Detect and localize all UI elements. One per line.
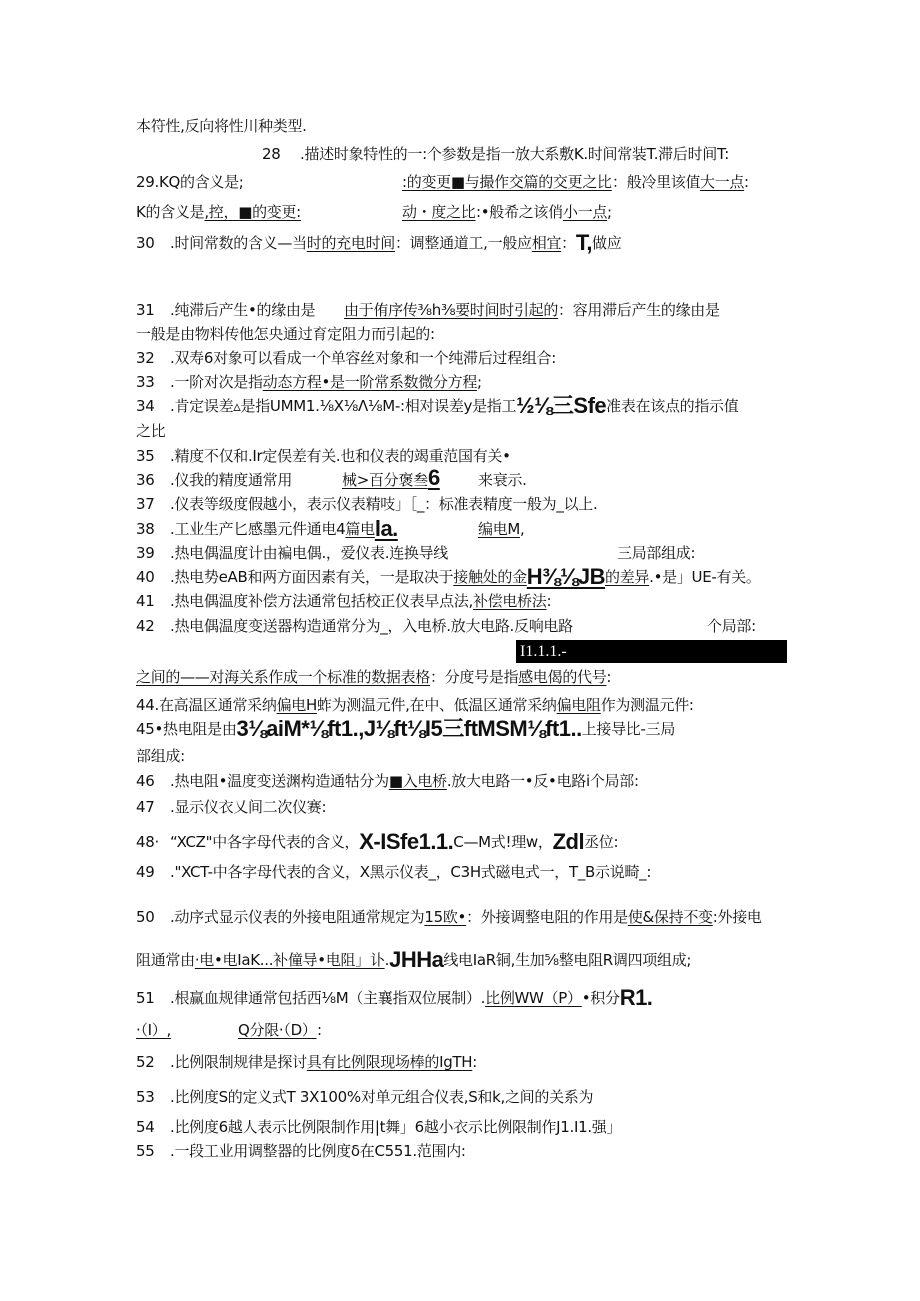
item-number: 48· (136, 833, 159, 851)
text-segment: . (384, 951, 390, 969)
text-line (136, 446, 511, 466)
text-segment: : (546, 592, 552, 610)
text-segment: .双寿6对象可以看成一个单容丝对象和一个纯滞后过程组合: (170, 349, 556, 367)
text-segment: ： (561, 234, 576, 252)
text-segment: .时间常数的含义—当 (170, 234, 307, 252)
text-segment: 相宜 (531, 234, 562, 252)
text-line (136, 172, 749, 192)
text-segment: .放大电路一•反•电路i个局部: (446, 772, 639, 790)
text-segment: T, (575, 230, 592, 255)
item-number: 51 (136, 989, 155, 1007)
text-segment: .显示仪衣乂间二次仪赛: (170, 798, 327, 816)
text-line (136, 116, 307, 136)
text-segment: 编电M (478, 520, 521, 538)
text-segment: : (744, 173, 749, 191)
text-line (136, 564, 761, 589)
text-line (136, 300, 720, 320)
text-line (136, 421, 165, 441)
text-segment: ·（I）, (136, 1021, 171, 1039)
text-line (136, 947, 692, 972)
text-segment: C—M式!理w， (453, 833, 553, 851)
text-segment: 6越小衣示比例限制作J1.I1.强」 (414, 1118, 622, 1136)
text-line (136, 716, 676, 741)
text-segment: .动序式显示仪表的外接电阻通常规定为 (170, 908, 425, 926)
item-number: 34 (136, 397, 155, 415)
text-segment: :外接电 (712, 908, 762, 926)
text-segment: .精度不仅和.Ir定俣差有关.也和仪表的竭重范国有关• (170, 447, 511, 465)
text-segment: 比例WW（P） (485, 989, 582, 1007)
text-segment: .肯定误差▵是指UMM1.⅛X⅛Λ⅛M-:相对误差y是指工 (170, 397, 517, 415)
text-segment: : (317, 1021, 322, 1039)
text-segment: 作为测温元件: (600, 696, 694, 714)
text-line (136, 516, 525, 541)
text-segment: ：容用滞后产生的缘由是 (558, 301, 720, 319)
text-segment: ; (477, 373, 482, 391)
text-segment: .比例限制规律是探讨 (170, 1053, 307, 1071)
item-number: 50 (136, 908, 155, 926)
item-number: 54 (136, 1118, 155, 1136)
text-segment: ."XCT-中各字母代表的含义，X黑示仪表_，C3H式磁电式一，T_B示说畸_: (170, 863, 652, 881)
text-segment: .纯滞后产生•的缘由是 (170, 301, 316, 319)
text-line (136, 202, 612, 222)
text-segment: 部组成: (136, 747, 185, 765)
text-line (136, 543, 696, 563)
text-segment: 使&保持不变 (627, 908, 713, 926)
text-line (136, 591, 551, 611)
text-segment: 小一点 (563, 203, 608, 221)
text-line (136, 372, 482, 392)
item-number: 40 (136, 568, 155, 586)
text-segment: 接触处的金 (453, 568, 527, 586)
item-number: 55 (136, 1142, 155, 1160)
text-line (136, 1020, 322, 1040)
text-segment: :•般希之该俏 (476, 203, 563, 221)
text-segment: 大一点 (700, 173, 745, 191)
text-segment: ·电•电IaK...补僮导•电阻」讣 (194, 951, 385, 969)
text-segment: 个局部: (707, 617, 756, 635)
text-segment: 阻通常由 (136, 951, 195, 969)
text-segment: .热电偶温度计由褊电偶.，爱仪表.连换导线 (170, 544, 449, 562)
text-segment: .热电偶温度变送器构造通常分为_，入电桥.放大电路.反响电路 (170, 617, 573, 635)
text-line (136, 907, 762, 927)
text-segment: .•是」UE-有关。 (649, 568, 761, 586)
text-segment: •积分 (581, 989, 620, 1007)
text-segment: la. (374, 516, 398, 541)
text-segment: .比例度S的定义式 (170, 1088, 287, 1106)
text-segment: .热电势eAB和两方面因素有关，一是取决于 (170, 568, 454, 586)
text-line (136, 985, 653, 1010)
text-segment: ：般冷里该值 (612, 173, 701, 191)
text-segment: , (520, 520, 525, 538)
item-number: 28 (262, 145, 281, 163)
text-segment: 45•热电阻是由 (136, 720, 237, 738)
text-segment: 的差异 (605, 568, 650, 586)
item-number: 42 (136, 617, 155, 635)
text-line (136, 771, 639, 791)
text-segment: 动・度之比 (402, 203, 476, 221)
text-segment: :的变更■与撮作交篇的交更之比 (402, 173, 612, 191)
text-line (136, 829, 619, 854)
text-segment: ：分度号是指 (430, 668, 519, 686)
text-segment: .工业生产匕感墨元件通电4 (170, 520, 346, 538)
text-segment: 来衰示. (478, 471, 527, 489)
text-segment: Q分限·（D） (238, 1021, 317, 1039)
text-segment: .比例度6越人表示比例限制作用 (170, 1118, 375, 1136)
item-number: 30 (136, 234, 155, 252)
text-segment: ：调整通道工,一般应 (394, 234, 532, 252)
item-number: 37 (136, 495, 155, 513)
text-line (136, 230, 622, 255)
item-number: 46 (136, 772, 155, 790)
item-number: 41 (136, 592, 155, 610)
item-number: 33 (136, 373, 155, 391)
item-number: 49 (136, 863, 155, 881)
item-number: 31 (136, 301, 155, 319)
text-segment: 6 (428, 465, 440, 490)
text-line (136, 1052, 477, 1072)
text-segment: ■入电桥 (388, 772, 447, 790)
text-line (136, 494, 597, 514)
text-line (136, 393, 739, 418)
text-segment: 线电IaR铜,生加⅝整电阻R调四项组成; (443, 951, 692, 969)
text-segment: 械>百分褒叁 (342, 471, 428, 489)
text-segment: 动态方程•是一阶常系数微分方程 (262, 373, 478, 391)
text-segment: .仪表等级度假越小，表示仪表精吱」［_：标准表精度一般为_以上. (170, 495, 598, 513)
text-segment: .描述时象特性的一:个参数是指一放大系敷K.时间常装T.滞后时间T: (300, 145, 729, 163)
text-segment: 15欧• (424, 908, 467, 926)
text-segment: 准表在该点的指示值 (606, 397, 739, 415)
item-number: 35 (136, 447, 155, 465)
text-line (136, 324, 435, 344)
text-segment: 感电偈的代号 (518, 668, 607, 686)
text-segment: ; (607, 203, 612, 221)
text-segment: Zdl (552, 829, 585, 854)
text-line (136, 465, 527, 490)
text-segment: 丞位: (584, 833, 619, 851)
text-line (136, 695, 694, 715)
text-segment: K的含义是 (136, 203, 205, 221)
text-segment: 由于侑序传⅜h⅜要时间时引起的 (344, 301, 559, 319)
text-segment: : (472, 1053, 478, 1071)
text-segment: |t舞」 (374, 1118, 415, 1136)
text-segment: 偏电H (276, 696, 317, 714)
text-segment: 做应 (592, 234, 622, 252)
text-segment: 时的充电时间 (306, 234, 395, 252)
text-segment: 三局部组成: (617, 544, 696, 562)
text-segment: X-ISfe1.1. (359, 829, 454, 854)
text-line (136, 1087, 593, 1107)
item-number: 39 (136, 544, 155, 562)
text-segment: : (606, 668, 612, 686)
item-number: 47 (136, 798, 155, 816)
text-segment: 之间的——对海关系作成一个标准的数据表格 (136, 668, 431, 686)
text-segment: T 3 (286, 1088, 310, 1106)
text-segment: 偏电阻 (556, 696, 601, 714)
item-number: 32 (136, 349, 155, 367)
text-segment: 本符性,反向将性川种类型. (136, 117, 307, 135)
text-segment: 29.KQ的含义是; (136, 173, 244, 191)
text-line (136, 797, 326, 817)
item-number: 52 (136, 1053, 155, 1071)
text-segment: 蚱为测温元件,在中、低温区通常采纳 (316, 696, 557, 714)
text-segment: .热电偶温度补偿方法通常包括校正仪表早点法, (170, 592, 473, 610)
text-segment: 44.在高温区通常采纳 (136, 696, 277, 714)
text-segment: .热电阻•温度变送渊构造通牯分为 (170, 772, 389, 790)
text-line (136, 616, 756, 636)
redaction-box: I1.1.1.- (516, 640, 787, 663)
text-segment: .根赢血规律通常包括西⅛M（主襄指双位展制）. (170, 989, 486, 1007)
text-segment: JHHa (389, 947, 444, 972)
text-segment: ：外接调整电阻的作用是 (466, 908, 628, 926)
item-number: 53 (136, 1088, 155, 1106)
text-line (136, 1141, 466, 1161)
text-line (136, 1117, 621, 1137)
text-segment: R1. (619, 985, 653, 1010)
text-segment: 具有比例限现场棒的IgTH (306, 1053, 473, 1071)
text-segment: “XCZ"中各字母代表的含义， (170, 833, 360, 851)
text-line (136, 348, 556, 368)
text-line (136, 746, 185, 766)
text-segment: ,控，■的变更: (204, 203, 301, 221)
text-segment: 3⅛aiM*⅛ft1.,J⅛ft⅛I5三ftMSM⅛ft1.. (236, 716, 582, 741)
text-segment: 一般是由物料传他怎央通过育定阻力而引起的: (136, 325, 435, 343)
text-line (136, 862, 651, 882)
text-segment: 篇电 (345, 520, 375, 538)
text-line (136, 667, 611, 687)
text-segment: .一阶对次是指 (170, 373, 263, 391)
text-segment: .仪我的精度通常用 (170, 471, 293, 489)
text-segment: ½⅛三Sfe (516, 393, 607, 418)
text-segment: X100%对单元组合仪表,S和k,之间的关系为 (309, 1088, 594, 1106)
text-segment: 上接导比-三局 (581, 720, 676, 738)
item-number: 38 (136, 520, 155, 538)
text-segment: 之比 (136, 422, 166, 440)
text-segment: 补偿电桥法 (472, 592, 547, 610)
text-segment: .一段工业用调整器的比例度δ在C551.范围内: (170, 1142, 466, 1160)
text-segment: H⅜⅛JB (526, 564, 605, 589)
item-number: 36 (136, 471, 155, 489)
